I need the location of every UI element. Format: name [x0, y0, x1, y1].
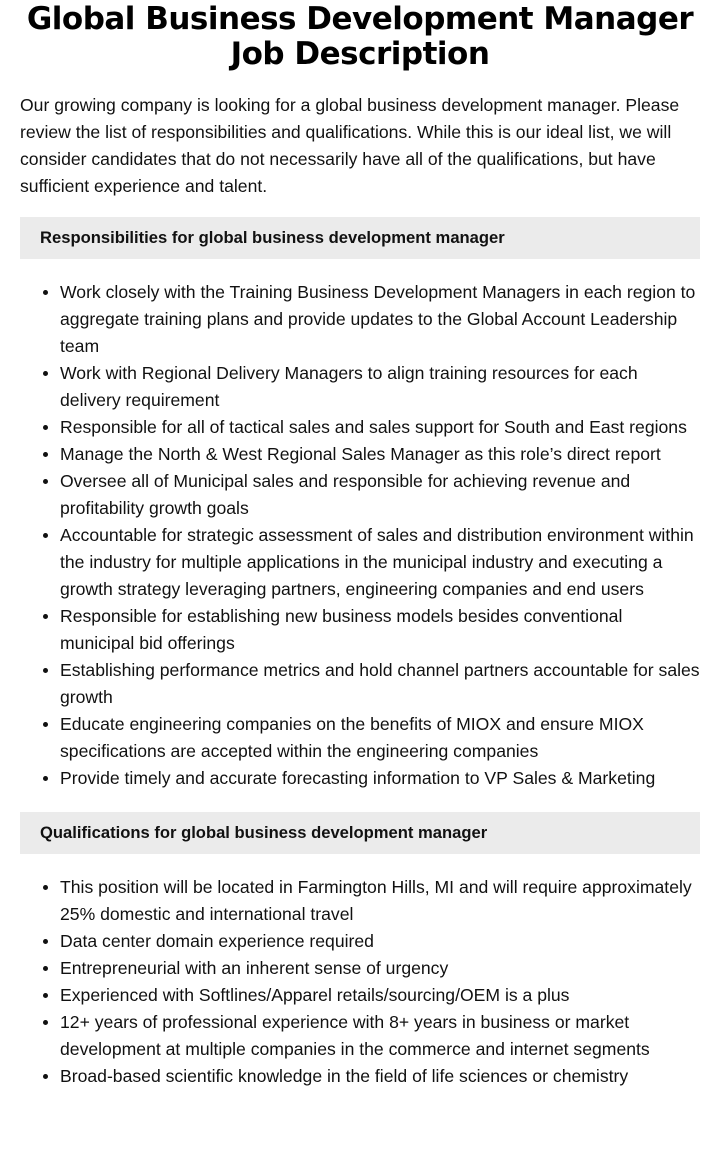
list-item: This position will be located in Farmington Hills, MI and will require approximately 25% domestic and international travel: [60, 874, 700, 928]
list-item: Manage the North & West Regional Sales Manager as this role’s direct report: [60, 441, 700, 468]
bullet-icon: [43, 371, 48, 376]
list-item: Entrepreneurial with an inherent sense of urgency: [60, 955, 700, 982]
bullet-icon: [43, 1074, 48, 1079]
list-item: Educate engineering companies on the benefits of MIOX and ensure MIOX specifications are accepted within the engineering companies: [60, 711, 700, 765]
bullet-icon: [43, 722, 48, 727]
list-item: 12+ years of professional experience with 8+ years in business or market development at multiple companies in the commerce and internet segments: [60, 1009, 700, 1063]
list-item: Provide timely and accurate forecasting information to VP Sales & Marketing: [60, 765, 700, 792]
list-item: Broad-based scientific knowledge in the field of life sciences or chemistry: [60, 1063, 700, 1090]
list-item: Responsible for all of tactical sales and sales support for South and East regions: [60, 414, 700, 441]
bullet-icon: [43, 452, 48, 457]
intro-paragraph: Our growing company is looking for a global business development manager. Please review the list of responsibilities and qualifications. While this is our ideal list, we will consider candidates that do not necessarily have all of the qualifications, but have sufficient experience and talent.: [20, 95, 680, 196]
list-item: Accountable for strategic assessment of sales and distribution environment within the industry for multiple applications in the municipal industry and executing a growth strategy leveraging partners, engineering companies and end users: [60, 522, 700, 603]
bullet-icon: [43, 1020, 48, 1025]
qualifications-heading: Qualifications for global business development manager: [20, 812, 700, 854]
bullet-icon: [43, 966, 48, 971]
list-item: Responsible for establishing new business models besides conventional municipal bid offerings: [60, 603, 700, 657]
bullet-icon: [43, 668, 48, 673]
list-item: Experienced with Softlines/Apparel retails/sourcing/OEM is a plus: [60, 982, 700, 1009]
bullet-icon: [43, 425, 48, 430]
bullet-icon: [43, 533, 48, 538]
page-title: Global Business Development Manager Job Description: [26, 1, 694, 72]
list-item: Oversee all of Municipal sales and responsible for achieving revenue and profitability growth goals: [60, 468, 700, 522]
bullet-icon: [43, 290, 48, 295]
bullet-icon: [43, 993, 48, 998]
bullet-icon: [43, 479, 48, 484]
qualifications-list: [20, 874, 700, 1090]
responsibilities-list: [20, 279, 700, 792]
bullet-icon: [43, 885, 48, 890]
list-item: Work with Regional Delivery Managers to align training resources for each delivery requirement: [60, 360, 700, 414]
bullet-icon: [43, 614, 48, 619]
bullet-icon: [43, 939, 48, 944]
list-item: Establishing performance metrics and hold channel partners accountable for sales growth: [60, 657, 700, 711]
bullet-icon: [43, 776, 48, 781]
list-item: Work closely with the Training Business Development Managers in each region to aggregate training plans and provide updates to the Global Account Leadership team: [60, 279, 700, 360]
list-item: Data center domain experience required: [60, 928, 700, 955]
responsibilities-heading: Responsibilities for global business development manager: [20, 217, 700, 259]
